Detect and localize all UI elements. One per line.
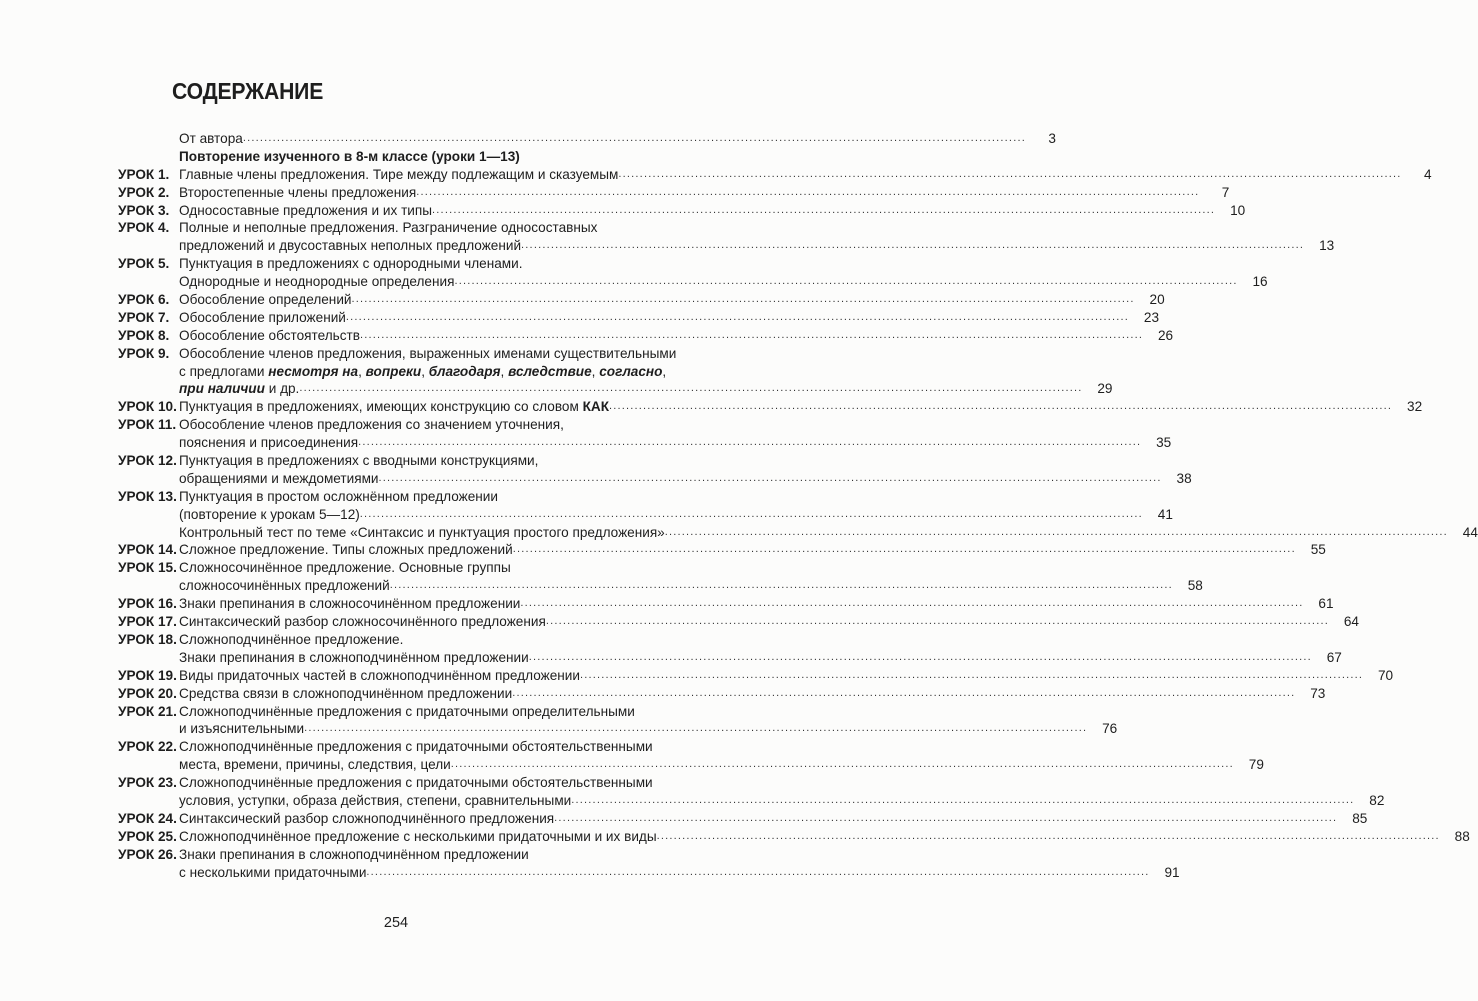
entry-title (179, 613, 546, 631)
toc-line (118, 309, 1160, 327)
dot-leader (512, 685, 1295, 703)
dot-leader (520, 595, 1303, 613)
toc-line (118, 703, 684, 721)
text-segment: Сложное предложение. Типы сложных предложений (179, 542, 513, 558)
text-segment: , (421, 363, 429, 379)
entry-title (179, 452, 538, 470)
toc-entry (118, 345, 1113, 399)
entry-page-number: 41 (1157, 506, 1173, 522)
toc-entry (118, 541, 1326, 559)
toc-entry (118, 327, 1174, 345)
toc-line (118, 631, 684, 649)
text-segment: Сложноподчинённое предложение с несколькими придаточными и их виды (179, 828, 657, 844)
text-segment: , (591, 363, 600, 379)
entry-page-number: 7 (1221, 184, 1230, 200)
lesson-label: УРОК 24. (118, 810, 177, 826)
entry-page-number: 64 (1343, 614, 1359, 630)
entry-title (179, 416, 564, 434)
entry-title (179, 631, 403, 649)
entry-page-number: 91 (1164, 864, 1180, 880)
entry-title (179, 255, 523, 273)
entry-title (179, 685, 512, 703)
toc-entry (118, 613, 1359, 631)
lesson-label: УРОК 17. (118, 614, 177, 630)
entry-title (179, 273, 454, 291)
dot-leader (546, 613, 1329, 631)
entry-page-number: 88 (1454, 828, 1470, 844)
toc-line (118, 130, 1056, 148)
lesson-label: УРОК 3. (118, 202, 170, 218)
entry-page-number: 76 (1102, 721, 1118, 737)
lesson-label: УРОК 22. (118, 739, 177, 755)
toc-line (118, 237, 1335, 255)
dot-leader (432, 202, 1215, 220)
entry-title (179, 327, 360, 345)
entry-page-number: 26 (1157, 327, 1174, 343)
emphasized-term: вопреки (365, 363, 422, 379)
entry-page-number: 67 (1326, 649, 1342, 665)
text-segment: Однородные и неоднородные определения (179, 274, 455, 290)
entry-title (179, 309, 346, 327)
text-segment: Односоставные предложения и их типы (179, 202, 433, 218)
toc-entry (118, 559, 1203, 595)
entry-page-number: 32 (1407, 399, 1423, 415)
text-segment: Знаки препинания в сложноподчинённом предложении (179, 649, 529, 665)
dot-leader (360, 327, 1143, 345)
lesson-label: УРОК 25. (118, 828, 177, 844)
entry-page-number: 35 (1156, 435, 1172, 451)
entry-page-number: 10 (1230, 202, 1246, 218)
entry-page-number: 4 (1423, 166, 1432, 182)
toc-entry (118, 452, 1192, 488)
lesson-label: УРОК 16. (118, 596, 177, 612)
dot-leader (346, 309, 1129, 327)
entry-title (179, 488, 498, 506)
toc-line (118, 202, 1246, 220)
toc-line (118, 828, 1470, 846)
toc-line (118, 184, 1230, 202)
text-segment: Синтаксический разбор сложносочинённого предложения (179, 614, 546, 630)
text-segment: Пунктуация в простом осложнённом предложении (179, 488, 498, 504)
entry-title (179, 774, 653, 792)
emphasized-term: вследствие (508, 363, 592, 379)
text-segment: Главные члены предложения. Тире между подлежащим и сказуемым (179, 166, 619, 182)
entry-title (179, 363, 666, 381)
text-segment: Сложноподчинённые предложения с придаточными обстоятельственными (179, 739, 653, 755)
text-segment: , (358, 363, 366, 379)
entry-page-number: 44 (1462, 524, 1478, 540)
text-segment: Знаки препинания в сложноподчинённом предложении (179, 846, 529, 862)
entry-title (179, 595, 520, 613)
dot-leader (451, 756, 1234, 774)
text-segment: и изъяснительными (179, 721, 305, 737)
toc-line (118, 774, 684, 792)
emphasized-term: КАК (582, 399, 609, 415)
text-segment: предложений и двусоставных неполных предложений (179, 238, 522, 254)
text-segment: с несколькими придаточными (179, 864, 367, 880)
toc-line (118, 148, 684, 166)
toc-line (118, 738, 684, 756)
lesson-label: УРОК 5. (118, 256, 170, 272)
lesson-label: УРОК 10. (118, 399, 177, 415)
dot-leader (580, 667, 1363, 685)
text-segment: Второстепенные члены предложения (179, 184, 417, 200)
entry-title (179, 148, 520, 166)
lesson-label: УРОК 6. (118, 292, 170, 308)
toc-line (118, 595, 1334, 613)
entry-page-number: 61 (1318, 596, 1334, 612)
toc-line (118, 166, 1432, 184)
text-segment: (повторение к урокам 5—12) (179, 506, 360, 522)
toc-line (118, 434, 1172, 452)
entry-page-number: 3 (1048, 131, 1056, 146)
text-segment: Обособление членов предложения со значением уточнения, (179, 417, 564, 433)
entry-title (179, 756, 451, 774)
text-segment: Средства связи в сложноподчинённом предложении (179, 685, 513, 701)
toc-line (118, 524, 1478, 542)
dot-leader (304, 720, 1087, 738)
dot-leader (416, 184, 1199, 202)
lesson-label: УРОК 23. (118, 775, 177, 791)
toc-line (118, 452, 684, 470)
toc-line (118, 541, 1326, 559)
page-title: СОДЕРЖАНИЕ (172, 78, 324, 104)
toc-line (118, 398, 1423, 416)
toc-line (118, 255, 684, 273)
toc-line (118, 685, 1326, 703)
dot-leader (299, 380, 1082, 398)
toc-line (118, 273, 1268, 291)
text-segment: и др. (264, 381, 300, 397)
text-segment: Обособление членов предложения, выраженных именами существительными (179, 345, 677, 361)
entry-title (179, 166, 618, 184)
toc-entry (118, 255, 1268, 291)
lesson-label: УРОК 11. (118, 417, 177, 433)
text-segment: Синтаксический разбор сложноподчинённого предложения (179, 810, 555, 826)
toc-entry (118, 309, 1160, 327)
text-segment: От автора (179, 131, 243, 146)
text-segment: Пунктуация в предложениях, имеющих конструкцию со словом (179, 399, 583, 415)
text-segment: , (500, 363, 509, 379)
toc-entry (118, 846, 1180, 882)
table-of-contents (118, 130, 1478, 881)
toc-entry (118, 488, 1173, 524)
dot-leader (571, 792, 1354, 810)
toc-line (118, 864, 1180, 882)
toc-line (118, 506, 1173, 524)
text-segment: Сложноподчинённые предложения с придаточными обстоятельственными (179, 775, 653, 791)
entry-title (179, 792, 571, 810)
dot-leader (243, 130, 1026, 148)
text-segment: сложносочинённых предложений (179, 578, 390, 594)
toc-entry (118, 524, 1478, 542)
text-segment: обращениями и междометиями (179, 470, 379, 486)
lesson-label: УРОК 21. (118, 703, 177, 719)
emphasized-term: согласно (599, 363, 663, 379)
lesson-label: УРОК 18. (118, 631, 177, 647)
text-segment: с предлогами (179, 363, 269, 379)
lesson-label: УРОК 9. (118, 345, 170, 361)
lesson-label: УРОК 20. (118, 685, 177, 701)
toc-line (118, 380, 1113, 398)
toc-entry (118, 595, 1334, 613)
dot-leader (379, 470, 1162, 488)
entry-title (179, 810, 554, 828)
lesson-label: УРОК 12. (118, 453, 177, 469)
entry-title (179, 345, 676, 363)
toc-section-heading (118, 148, 684, 166)
toc-entry (118, 416, 1172, 452)
lesson-label: УРОК 15. (118, 560, 177, 576)
toc-entry (118, 130, 1056, 148)
entry-title (179, 738, 653, 756)
entry-title (179, 559, 511, 577)
toc-line (118, 416, 684, 434)
entry-title (179, 130, 243, 148)
entry-page-number: 38 (1176, 470, 1192, 486)
toc-entry (118, 828, 1470, 846)
lesson-label: УРОК 14. (118, 542, 177, 558)
toc-line (118, 488, 684, 506)
text-segment: условия, уступки, образа действия, степени, сравнительными (179, 792, 572, 808)
dot-leader (618, 166, 1401, 184)
entry-page-number: 13 (1319, 238, 1335, 254)
toc-line (118, 667, 1394, 685)
toc-line (118, 792, 1385, 810)
toc-entry (118, 738, 1264, 774)
dot-leader (513, 541, 1296, 559)
entry-page-number: 29 (1097, 381, 1113, 397)
toc-line (118, 649, 1342, 667)
toc-line (118, 327, 1174, 345)
entry-title (179, 667, 580, 685)
dot-leader (529, 649, 1312, 667)
toc-line (118, 363, 684, 381)
toc-entry (118, 166, 1432, 184)
entry-title (179, 524, 665, 542)
toc-line (118, 559, 684, 577)
toc-line (118, 219, 684, 237)
entry-title (179, 541, 513, 559)
text-segment: Обособление приложений (179, 309, 346, 325)
dot-leader (360, 506, 1143, 524)
entry-page-number: 70 (1377, 667, 1394, 683)
entry-title (179, 291, 352, 309)
dot-leader (352, 291, 1135, 309)
toc-entry (118, 219, 1335, 255)
entry-title (179, 470, 379, 488)
emphasized-term: благодаря (428, 363, 501, 379)
entry-page-number: 73 (1310, 685, 1326, 701)
toc-entry (118, 202, 1246, 220)
dot-leader (358, 434, 1141, 452)
text-segment: , (662, 363, 667, 379)
entry-page-number: 58 (1187, 578, 1203, 594)
entry-title (179, 184, 416, 202)
toc-entry (118, 667, 1394, 685)
entry-title (179, 202, 432, 220)
toc-entry (118, 774, 1385, 810)
dot-leader (665, 524, 1448, 542)
entry-title (179, 864, 366, 882)
toc-entry (118, 184, 1230, 202)
text-segment: Контрольный тест по теме «Синтаксис и пунктуация простого предложения» (179, 524, 665, 540)
toc-line (118, 613, 1359, 631)
dot-leader (521, 237, 1304, 255)
lesson-label: УРОК 26. (118, 846, 177, 862)
text-segment: пояснения и присоединения (179, 435, 359, 451)
entry-title (179, 703, 635, 721)
text-segment: Знаки препинания в сложносочинённом предложении (179, 596, 521, 612)
entry-page-number: 16 (1252, 274, 1268, 290)
lesson-label: УРОК 13. (118, 488, 177, 504)
text-segment: места, времени, причины, следствия, цели (179, 757, 451, 773)
text-segment: Повторение изученного в 8-м классе (уроки 1—13) (179, 148, 520, 164)
dot-leader (454, 273, 1237, 291)
toc-line (118, 291, 1165, 309)
toc-entry (118, 631, 1342, 667)
lesson-label: УРОК 8. (118, 327, 170, 343)
toc-line (118, 756, 1264, 774)
entry-page-number: 85 (1352, 810, 1368, 826)
entry-title (179, 506, 360, 524)
toc-entry (118, 291, 1165, 309)
toc-line (118, 345, 684, 363)
lesson-label: УРОК 19. (118, 667, 177, 683)
entry-title (179, 237, 521, 255)
entry-page-number: 79 (1248, 757, 1264, 773)
toc-line (118, 577, 1203, 595)
toc-line (118, 846, 684, 864)
toc-entry (118, 810, 1368, 828)
text-segment: Сложноподчинённые предложения с придаточными определительными (179, 703, 635, 719)
emphasized-term: несмотря на (268, 363, 359, 379)
toc-entry (118, 703, 1118, 739)
entry-title (179, 380, 299, 398)
text-segment: Пунктуация в предложениях с вводными конструкциями, (179, 453, 539, 469)
dot-leader (657, 828, 1440, 846)
text-segment: Виды придаточных частей в сложноподчинённом предложении (179, 667, 580, 683)
lesson-label: УРОК 1. (118, 166, 170, 182)
entry-title (179, 577, 390, 595)
entry-page-number: 82 (1369, 792, 1385, 808)
entry-title (179, 398, 609, 416)
entry-page-number: 20 (1149, 292, 1165, 308)
toc-entry (118, 398, 1423, 416)
dot-leader (609, 398, 1392, 416)
toc-line (118, 470, 1192, 488)
text-segment: Обособление обстоятельств (179, 327, 360, 343)
page-number: 254 (383, 915, 409, 931)
dot-leader (554, 810, 1337, 828)
toc-line (118, 720, 1118, 738)
text-segment: Сложноподчинённое предложение. (179, 631, 404, 647)
text-segment: Пунктуация в предложениях с однородными членами. (179, 256, 523, 272)
entry-title (179, 828, 657, 846)
emphasized-term: при наличии (179, 381, 265, 397)
entry-title (179, 649, 529, 667)
entry-page-number: 55 (1310, 542, 1326, 558)
dot-leader (366, 864, 1149, 882)
text-segment: Сложносочинённое предложение. Основные группы (179, 560, 511, 576)
lesson-label: УРОК 2. (118, 184, 170, 200)
entry-title (179, 434, 358, 452)
entry-title (179, 846, 529, 864)
text-segment: Обособление определений (179, 292, 352, 308)
toc-line (118, 810, 1368, 828)
entry-title (179, 720, 304, 738)
dot-leader (390, 577, 1173, 595)
toc-entry (118, 685, 1326, 703)
entry-title (179, 219, 597, 237)
entry-page-number: 23 (1143, 309, 1160, 325)
lesson-label: УРОК 7. (118, 309, 170, 325)
text-segment: Полные и неполные предложения. Разграничение односоставных (179, 220, 598, 236)
lesson-label: УРОК 4. (118, 220, 170, 236)
